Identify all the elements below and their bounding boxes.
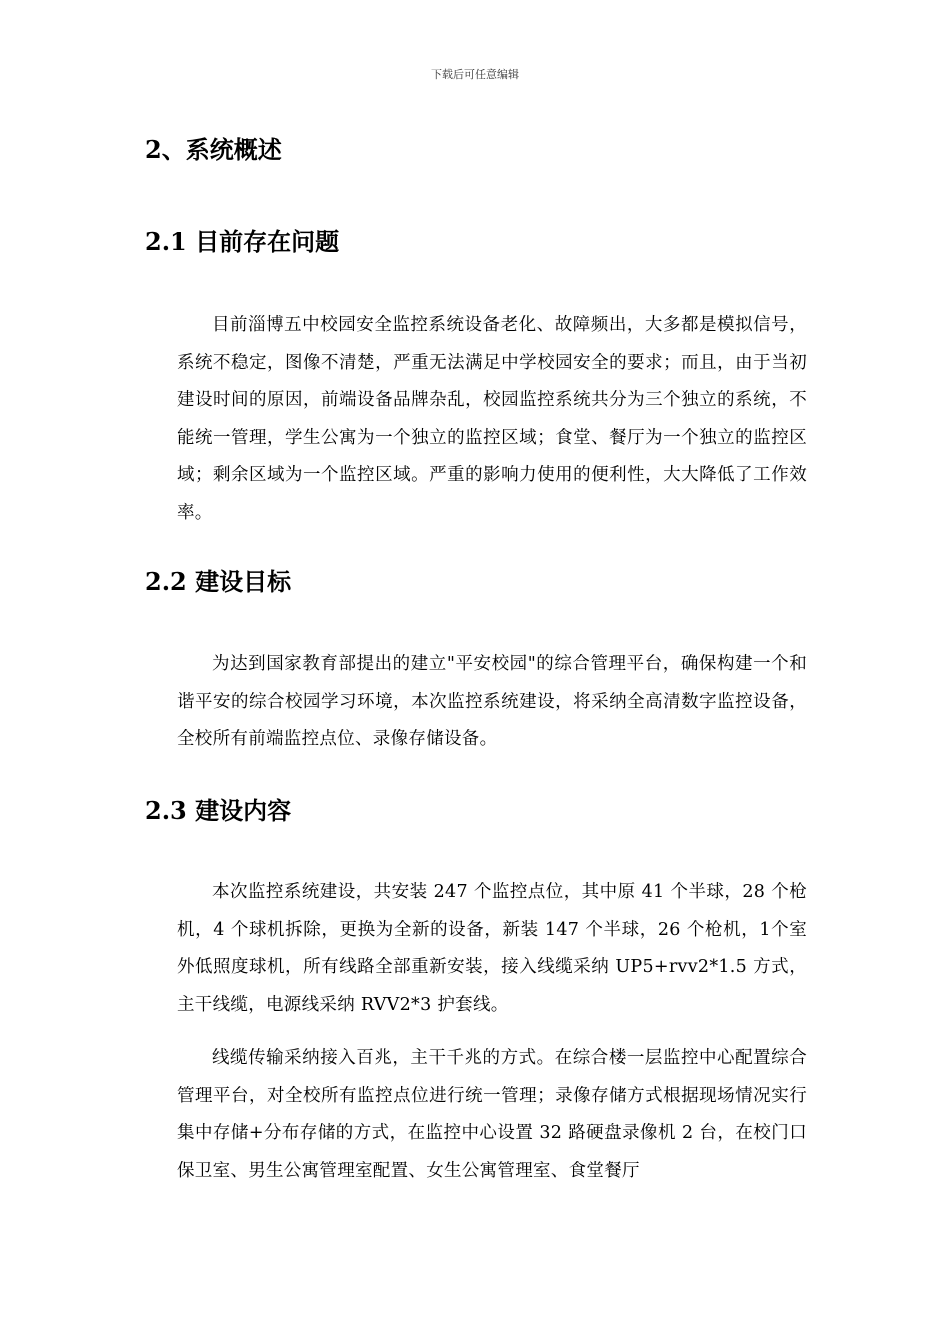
paragraph-construction-content-2: 线缆传输采纳接入百兆，主干千兆的方式。在综合楼一层监控中心配置综合管理平台，对全校所有监控点位进行统一管理；录像存储方式根据现场情况实行集中存储+分布存储的方式，在监控中心设置 32 路硬盘录像机 2 台，在校门口保卫室、男生公寓管理室配置、女生公寓管理室、食堂餐厅 — [177, 1048, 807, 1181]
paragraph-construction-goals: 为达到国家教育部提出的建立"平安校园"的综合管理平台，确保构建一个和谐平安的综合校园学习环境，本次监控系统建设，将采纳全高清数字监控设备，全校所有前端监控点位、录像存储设备。 — [177, 654, 807, 749]
header-note: 下载后可任意编辑 — [431, 68, 519, 81]
section-heading-system-overview: 2、系统概述 — [145, 135, 282, 164]
section-heading-construction-content: 2.3 建设内容 — [145, 796, 292, 825]
section-heading-current-problems: 2.1 目前存在问题 — [145, 227, 340, 256]
section-heading-construction-goals: 2.2 建设目标 — [145, 567, 292, 596]
paragraph-current-problems: 目前淄博五中校园安全监控系统设备老化、故障频出，大多都是模拟信号，系统不稳定，图像不清楚，严重无法满足中学校园安全的要求；而且，由于当初建设时间的原因，前端设备品牌杂乱，校园监控系统共分为三个独立的系统，不能统一管理，学生公寓为一个独立的监控区域；食堂、餐厅为一个独立的监控区域；剩余区域为一个监控区域。严重的影响力使用的便利性，大大降低了工作效率。 — [177, 315, 807, 523]
paragraph-construction-content-1: 本次监控系统建设，共安装 247 个监控点位，其中原 41 个半球，28 个枪机，4 个球机拆除，更换为全新的设备，新装 147 个半球，26 个枪机，1个室外低照度球机，所有线路全部重新安装，接入线缆采纳 UP5+rvv2*1.5 方式，主干线缆，电源线采纳 RVV2*3 护套线。 — [177, 882, 807, 1015]
